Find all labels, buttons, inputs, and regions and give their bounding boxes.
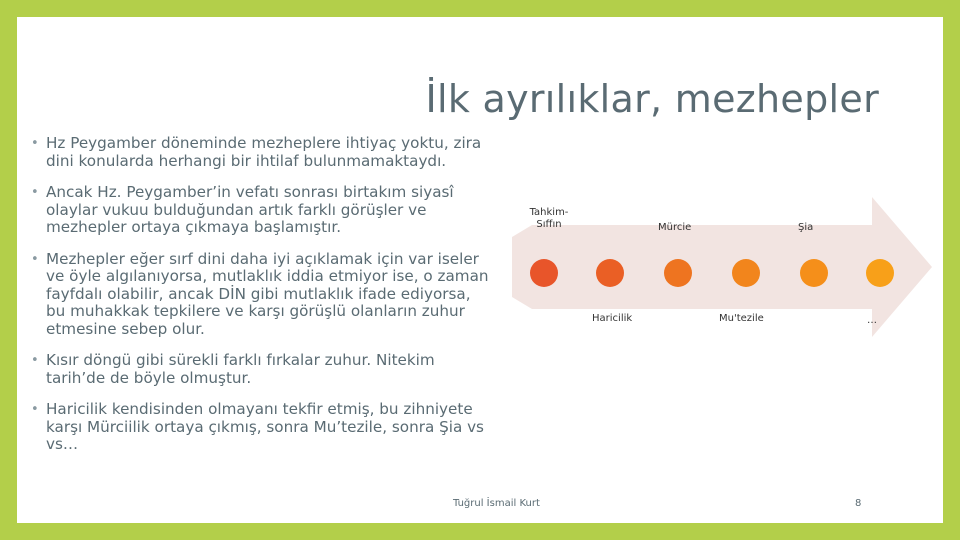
page-number: 8 [855, 498, 862, 509]
timeline-dot [664, 259, 692, 287]
timeline-dot [530, 259, 558, 287]
bullet-item: • Mezhepler eğer sırf dini daha iyi açıklamak için var iseler ve öyle algılanıyorsa, mutlaklık iddia etmiyor ise, o zaman fayfdalı olabilir, ancak DİN gibi mutlaklık ifade ediyorsa, bu muhakkak tepkilere ve karşı görüşlü olanların zuhur etmesine sebep olur. [31, 251, 491, 339]
timeline-diagram [512, 197, 932, 337]
timeline-label-top: Şia [798, 222, 814, 233]
timeline-label-top: Tahkim-Sıffın [529, 207, 569, 230]
bullet-list [31, 135, 491, 468]
timeline-dot [596, 259, 624, 287]
timeline-dot [800, 259, 828, 287]
bullet-item: • Kısır döngü gibi sürekli farklı fırkalar zuhur. Nitekim tarih’de de böyle olmuştur. [31, 352, 491, 387]
timeline-label-bottom: Mu'tezile [719, 313, 764, 324]
timeline-label-bottom: Haricilik [592, 313, 633, 324]
timeline-label-top: Mürcie [658, 222, 692, 233]
bullet-item: • Hz Peygamber döneminde mezheplere ihtiyaç yoktu, zira dini konularda herhangi bir ihtilaf bulunmamaktaydı. [31, 135, 491, 170]
timeline-label-bottom: … [867, 315, 877, 326]
slide [17, 17, 943, 523]
bullet-item: • Haricilik kendisinden olmayanı tekfir etmiş, bu zihniyete karşı Mürciilik ortaya çıkmış, sonra Mu’tezile, sonra Şia vs vs… [31, 401, 491, 454]
footer-author: Tuğrul İsmail Kurt [453, 498, 540, 509]
slide-title: İlk ayrılıklar, mezhepler [425, 77, 879, 121]
bullet-item: • Ancak Hz. Peygamber’in vefatı sonrası birtakım siyasî olaylar vukuu bulduğundan artık farklı görüşler ve mezhepler ortaya çıkmaya başlamıştır. [31, 184, 491, 237]
timeline-dot [732, 259, 760, 287]
timeline-dot [866, 259, 894, 287]
